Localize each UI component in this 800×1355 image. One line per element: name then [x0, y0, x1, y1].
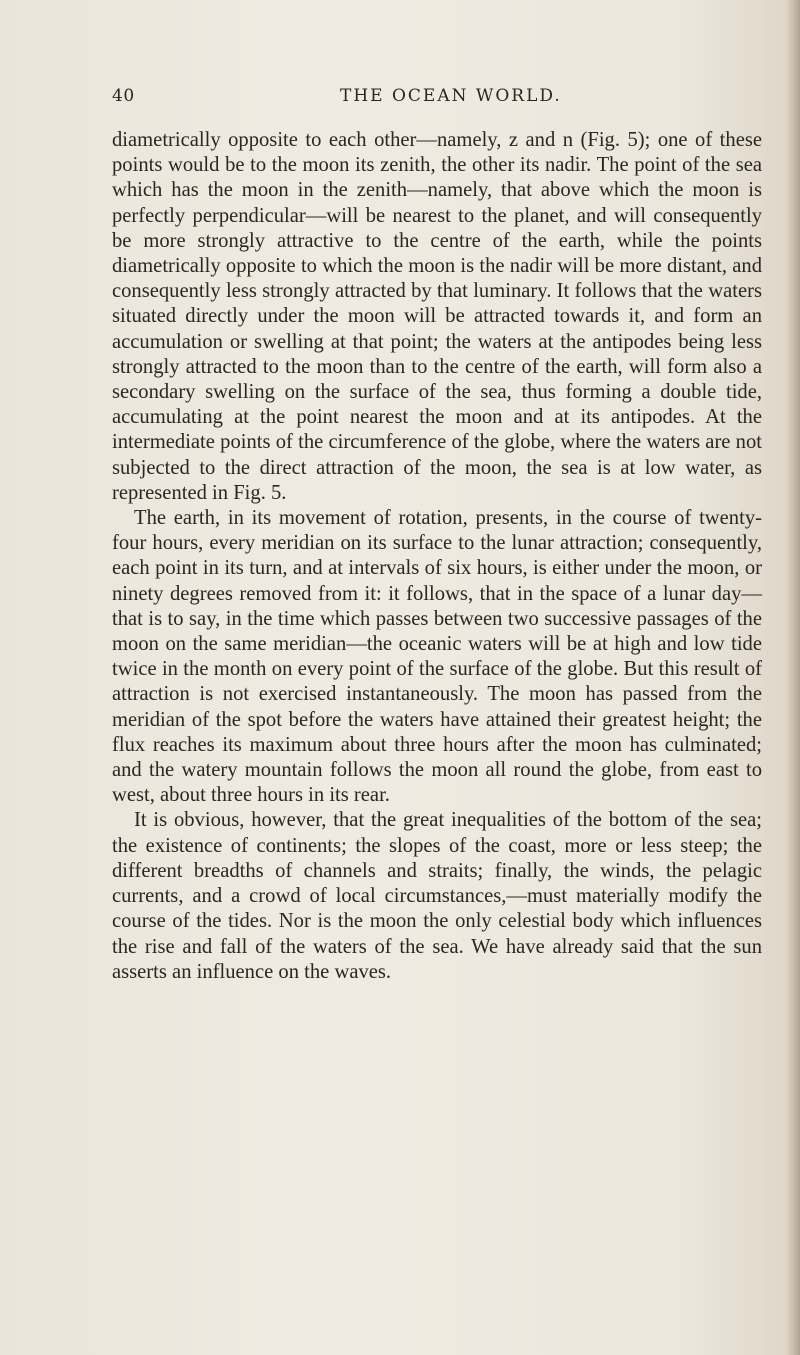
page-number: 40: [112, 86, 135, 106]
paragraph-3: It is obvious, however, that the great inequalities of the bottom of the sea; the existence of continents; the slopes of the coast, more or less steep; the different breadths of channels and straits; finally, the winds, the pelagic currents, and a crowd of local circumstances,—must materially modify the course of the tides. Nor is the moon the only celestial body which influences the rise and fall of the waters of the sea. We have already said that the sun asserts an influence on the waves.: [112, 809, 762, 983]
page-header: [0, 86, 800, 116]
body-text: [112, 128, 762, 985]
running-head: THE OCEAN WORLD.: [340, 86, 562, 106]
paragraph-1: diametrically opposite to each other—namely, z and n (Fig. 5); one of these points would be to the moon its zenith, the other its nadir. The point of the sea which has the moon in the zenith—namely, that above which the moon is perfectly perpendicular—will be nearest to the planet, and will consequently be more strongly attractive to the centre of the earth, while the points diametrically opposite to which the moon is the nadir will be more distant, and consequently less strongly attracted by that luminary. It follows that the waters situated directly under the moon will be attracted towards it, and form an accumulation or swelling at that point; the waters at the antipodes being less strongly attracted to the moon than to the centre of the earth, will form also a secondary swelling on the surface of the sea, thus forming a double tide, accumulating at the point nearest the moon and at its antipodes. At the intermediate points of the circumference of the globe, where the waters are not subjected to the direct attraction of the moon, the sea is at low water, as represented in Fig. 5.: [112, 129, 762, 504]
paragraph-2: The earth, in its movement of rotation, presents, in the course of twenty-four hours, every meridian on its surface to the lunar attraction; consequently, each point in its turn, and at intervals of six hours, is either under the moon, or ninety degrees removed from it: it follows, that in the space of a lunar day—that is to say, in the time which passes between two successive passages of the moon on the same meridian—the oceanic waters will be at high and low tide twice in the month on every point of the surface of the globe. But this result of attraction is not exercised instantaneously. The moon has passed from the meridian of the spot before the waters have attained their greatest height; the flux reaches its maximum about three hours after the moon has culminated; and the watery mountain follows the moon all round the globe, from east to west, about three hours in its rear.: [112, 507, 762, 807]
page-edge-shadow: [786, 0, 800, 1355]
